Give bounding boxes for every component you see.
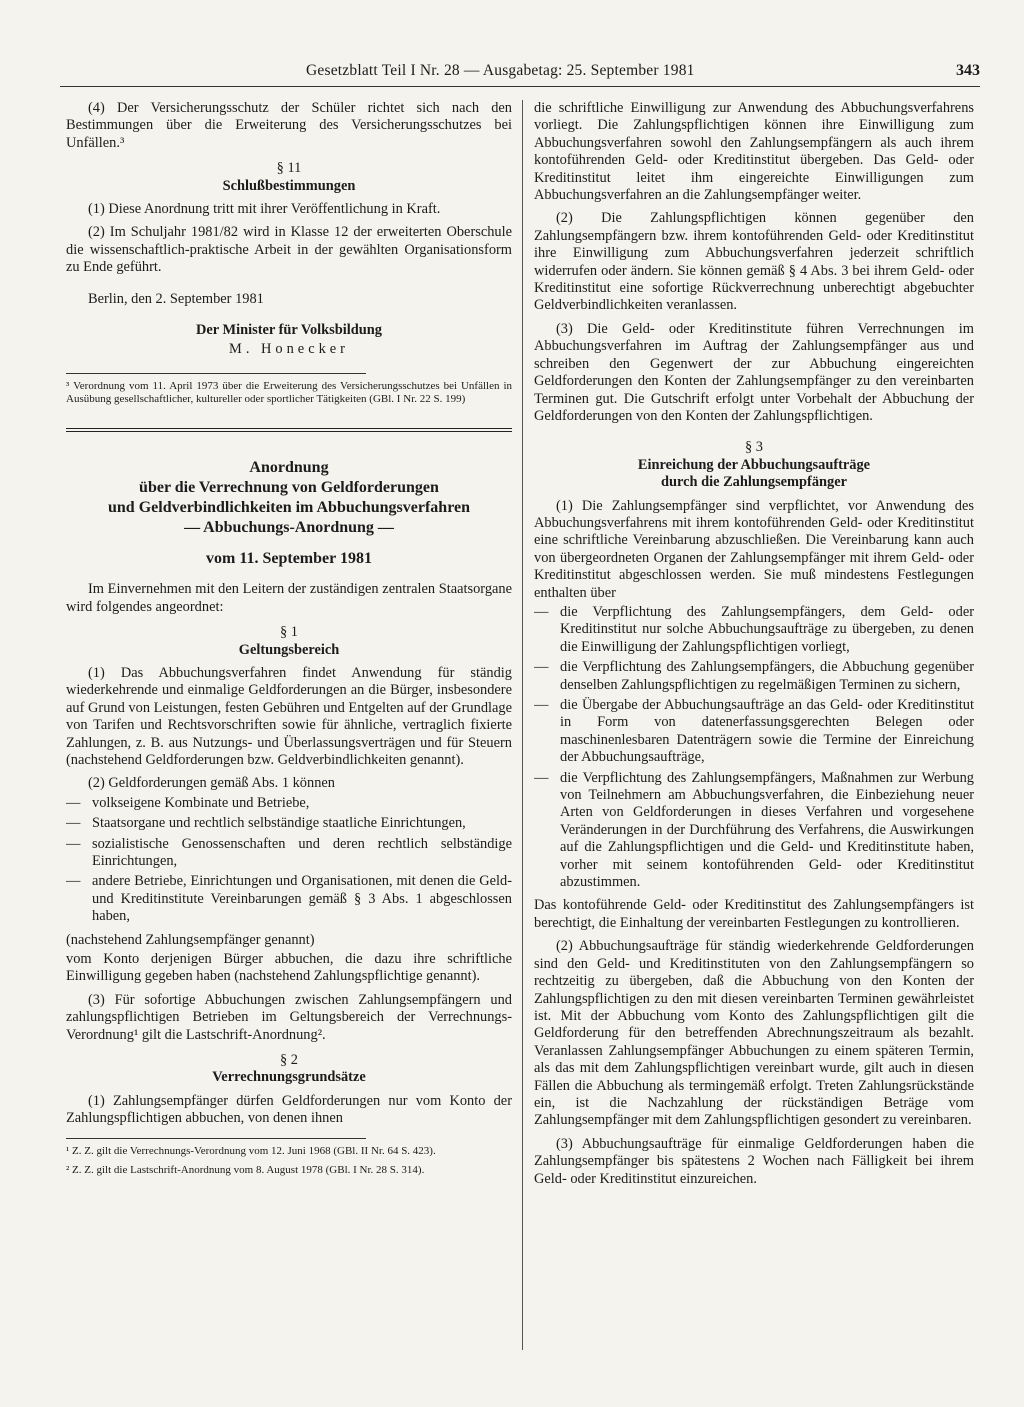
section-3-paragraph-3: (3) Abbuchungsaufträge für einmalige Geldforderungen haben die Zahlungsempfänger bis spätestens 2 Wochen nach Fälligkeit bei ihrem Geld- oder Kreditinstitut einzureichen. — [534, 1135, 974, 1187]
section-divider-2 — [66, 431, 512, 432]
section-2-paragraph-1: (1) Zahlungsempfänger dürfen Geldforderungen nur vom Konto der Zahlungspflichtigen abbuchen, von denen ihnen — [66, 1092, 512, 1127]
section-1-list — [66, 795, 512, 926]
section-11-paragraph-2: (2) Im Schuljahr 1981/82 wird in Klasse 12 der erweiterten Oberschule die wissenschaftlich-praktische Arbeit in der gewählten Organisationsform zu Ende geführt. — [66, 224, 512, 276]
section-2-paragraph-2: (2) Die Zahlungspflichtigen können gegenüber den Zahlungsempfängern bzw. ihrem kontoführenden Geld- oder Kreditinstitut ihre Einwilligung zum Abbuchungsverfahren jederzeit schriftlich widerrufen oder ändern. Sie können gemäß § 4 Abs. 3 bei ihrem Geld- oder Kreditinstitut eine sofortige Rückverrechnung unberechtigt abgebuchter Geldverbindlichkeiten veranlassen. — [534, 210, 974, 314]
minister-name: M. Honecker — [229, 341, 349, 358]
section-3-paragraph-1: (1) Die Zahlungsempfänger sind verpflichtet, vor Anwendung des Abbuchungsverfahrens mit ihrem kontoführenden Geld- oder Kreditinstitut eine schriftliche Vereinbarung abzuschließen. Die Vereinbarung kann auch von übergeordneten Organen der Zahlungsempfänger mit ihrem Geld- oder Kreditinstitut abgeschlossen werden. Sie muß mindestens Festlegungen enthalten über — [534, 497, 974, 601]
list-item: — die Verpflichtung des Zahlungsempfängers, dem Geld- oder Kreditinstitut nur solche Abbuchungsaufträge zu übergeben, zu denen die Einwilligung der Zahlungspflichtigen vorliegt, — [534, 604, 974, 656]
section-11-paragraph-1: (1) Diese Anordnung tritt mit ihrer Veröffentlichung in Kraft. — [88, 201, 441, 218]
list-item: — andere Betriebe, Einrichtungen und Organisationen, mit denen die Geld- und Kreditinstitute Vereinbarungen gemäß § 3 Abs. 1 abgeschlossen haben, — [66, 873, 512, 925]
document-title — [66, 458, 512, 538]
section-3-heading: § 3 — [745, 439, 763, 456]
list-item: — die Verpflichtung des Zahlungsempfängers, die Abbuchung gegenüber denselben Zahlungspflichtigen zu regelmäßigen Terminen zu sichern, — [534, 659, 974, 694]
section-1-paragraph-2-tail-1: (nachstehend Zahlungsempfänger genannt) — [66, 931, 315, 948]
paragraph-4: (4) Der Versicherungsschutz der Schüler richtet sich nach den Bestimmungen über die Erweiterung des Versicherungsschutzes bei Unfällen.³ — [66, 100, 512, 151]
section-1-paragraph-2-tail-2: vom Konto derjenigen Bürger abbuchen, die dazu ihre schriftliche Einwilligung gegeben haben (nachstehend Zahlungspflichtige genannt). — [66, 951, 512, 985]
page-number: 343 — [956, 62, 980, 79]
section-3-title-line-1: Einreichung der Abbuchungsaufträge — [637, 456, 871, 473]
section-3-paragraph-2: (2) Abbuchungsaufträge für ständig wiederkehrende Geldforderungen sind den Geld- und Kreditinstituten von den Zahlungsempfängern so rechtzeitig zu übergeben, daß die Abbuchung von den Konten der Zahlungspflichtigen zu den mit diesen vereinbarten Terminen gewährleistet ist. Mit der Abbuchung vom Konto des Zahlungspflichtigen gilt die Geldforderung für den betreffenden Abrechnungszeitraum als bezahlt. Veranlassen Zahlungsempfänger Abbuchungen zu einem späteren Termin, als das mit dem Zahlungspflichtigen vereinbart wurde, gilt auch in diesen Fällen die Abbuchung als termingemäß erfolgt. Treten Zahlungsrückstände ein, ist die Nachzahlung der rückständigen Beträge vom Zahlungsempfänger mit dem Zahlungspflichtigen gesondert zu vereinbaren. — [534, 938, 974, 1129]
footnote-rule — [66, 373, 366, 374]
section-11-title: Schlußbestimmungen — [222, 177, 356, 194]
section-2-title: Verrechnungsgrundsätze — [212, 1069, 366, 1086]
list-item: — Staatsorgane und rechtlich selbständige staatliche Einrichtungen, — [66, 815, 512, 832]
section-1-paragraph-3: (3) Für sofortige Abbuchungen zwischen Zahlungsempfängern und zahlungspflichtigen Betrieben im Geltungsbereich der Verrechnungs-Verordnung¹ gilt die Lastschrift-Anordnung². — [66, 991, 512, 1043]
footnote-3: ³ Verordnung vom 11. April 1973 über die Erweiterung des Versicherungsschutzes bei Unfällen in Ausübung gesellschaftlicher, kultureller oder sportlicher Tätigkeiten (GBl. I Nr. 22 S. 199) — [66, 379, 512, 405]
running-title: Gesetzblatt Teil I Nr. 28 — Ausgabetag: 25. September 1981 — [306, 62, 695, 79]
section-1-heading: § 1 — [280, 624, 298, 641]
document-date: vom 11. September 1981 — [206, 549, 372, 567]
list-item: — die Verpflichtung des Zahlungsempfängers, Maßnahmen zur Werbung von Teilnehmern am Abbuchungsverfahren, die Einbeziehung neuer Arten von Geldforderungen in dieses Verfahren und vorgesehene Veränderungen in der Durchführung des Verfahrens, die Auswirkungen auf die Zahlungspflichtigen und die Geld- und Kreditinstitute haben, vorher mit seinem kontoführenden Geld- oder Kreditinstitut abzustimmen. — [534, 770, 974, 892]
right-column — [534, 100, 974, 1380]
list-item: — sozialistische Genossenschaften und deren rechtlich selbständige Einrichtungen, — [66, 836, 512, 871]
place-date: Berlin, den 2. September 1981 — [88, 290, 264, 307]
title-line-2: über die Verrechnung von Geldforderungen — [139, 478, 439, 496]
intro-paragraph: Im Einvernehmen mit den Leitern der zuständigen zentralen Staatsorgane wird folgendes angeordnet: — [66, 581, 512, 615]
section-2-heading: § 2 — [280, 1052, 298, 1069]
section-3-title — [534, 457, 974, 492]
section-2-paragraph-3: (3) Die Geld- oder Kreditinstitute führen Verrechnungen im Abbuchungsverfahren im Auftrag der Zahlungsempfänger aus und schreiben den Gegenwert der zur Abbuchung eingereichten Geldforderungen den Konten der Zahlungsempfänger zu den vereinbarten Terminen gut. Die Gutschrift erfolgt unter Vorbehalt der Abbuchung der Geldforderungen von den Konten der Zahlungspflichtigen. — [534, 320, 974, 424]
title-line-3: und Geldverbindlichkeiten im Abbuchungsverfahren — [108, 498, 470, 516]
section-3-paragraph-1-tail: Das kontoführende Geld- oder Kreditinstitut des Zahlungsempfängers ist berechtigt, die Einhaltung der vereinbarten Festlegungen zu kontrollieren. — [534, 897, 974, 931]
title-line-1: Anordnung — [249, 458, 329, 476]
continued-paragraph: die schriftliche Einwilligung zur Anwendung des Abbuchungsverfahrens vorliegt. Die Zahlungspflichtigen können ihre Einwilligung zum Abbuchungsverfahren sowohl den Zahlungsempfängern als auch ihrem kontoführenden Geld- oder Kreditinstitut übergeben. Das Geld- oder Kreditinstitut leitet ihm eingereichte Einwilligungen zum Abbuchungsverfahren an die Zahlungsempfänger weiter. — [534, 100, 974, 204]
column-divider — [522, 100, 523, 1350]
section-1-paragraph-1: (1) Das Abbuchungsverfahren findet Anwendung für ständig wiederkehrende und einmalige Geldforderungen an die Bürger, insbesondere auf Grund von Leistungen, festen Gebühren und Entgelten auf der Grundlage von Tarifen und Rechtsvorschriften sowie für ähnliche, vertraglich fixierte Zahlungen, z. B. aus Nutzungs- und Überlassungsverträgen und für Steuern (nachstehend Geldforderungen bzw. Geldverbindlichkeiten genannt). — [66, 664, 512, 768]
section-11-heading: § 11 — [276, 160, 302, 177]
footnote-1: ¹ Z. Z. gilt die Verrechnungs-Verordnung vom 12. Juni 1968 (GBl. II Nr. 64 S. 423). — [66, 1144, 436, 1157]
section-1-title: Geltungsbereich — [238, 641, 340, 658]
list-item: — die Übergabe der Abbuchungsaufträge an das Geld- oder Kreditinstitut in Form von datenerfassungsgerechten Belegen oder maschinenlesbaren Datenträgern sowie die Termine der Einreichung der Abbuchungsaufträge, — [534, 697, 974, 767]
list-item: — volkseigene Kombinate und Betriebe, — [66, 795, 512, 812]
footnote-2: ² Z. Z. gilt die Lastschrift-Anordnung vom 8. August 1978 (GBl. I Nr. 28 S. 314). — [66, 1163, 425, 1176]
running-header — [60, 60, 980, 87]
section-3-list — [534, 604, 974, 892]
section-1-paragraph-2: (2) Geldforderungen gemäß Abs. 1 können — [88, 775, 335, 792]
section-divider — [66, 428, 512, 429]
footnote-rule — [66, 1138, 366, 1139]
title-line-4: — Abbuchungs-Anordnung — — [184, 518, 394, 536]
section-3-title-line-2: durch die Zahlungsempfänger — [660, 474, 848, 491]
minister-title: Der Minister für Volksbildung — [196, 322, 382, 339]
left-column — [66, 100, 512, 1380]
